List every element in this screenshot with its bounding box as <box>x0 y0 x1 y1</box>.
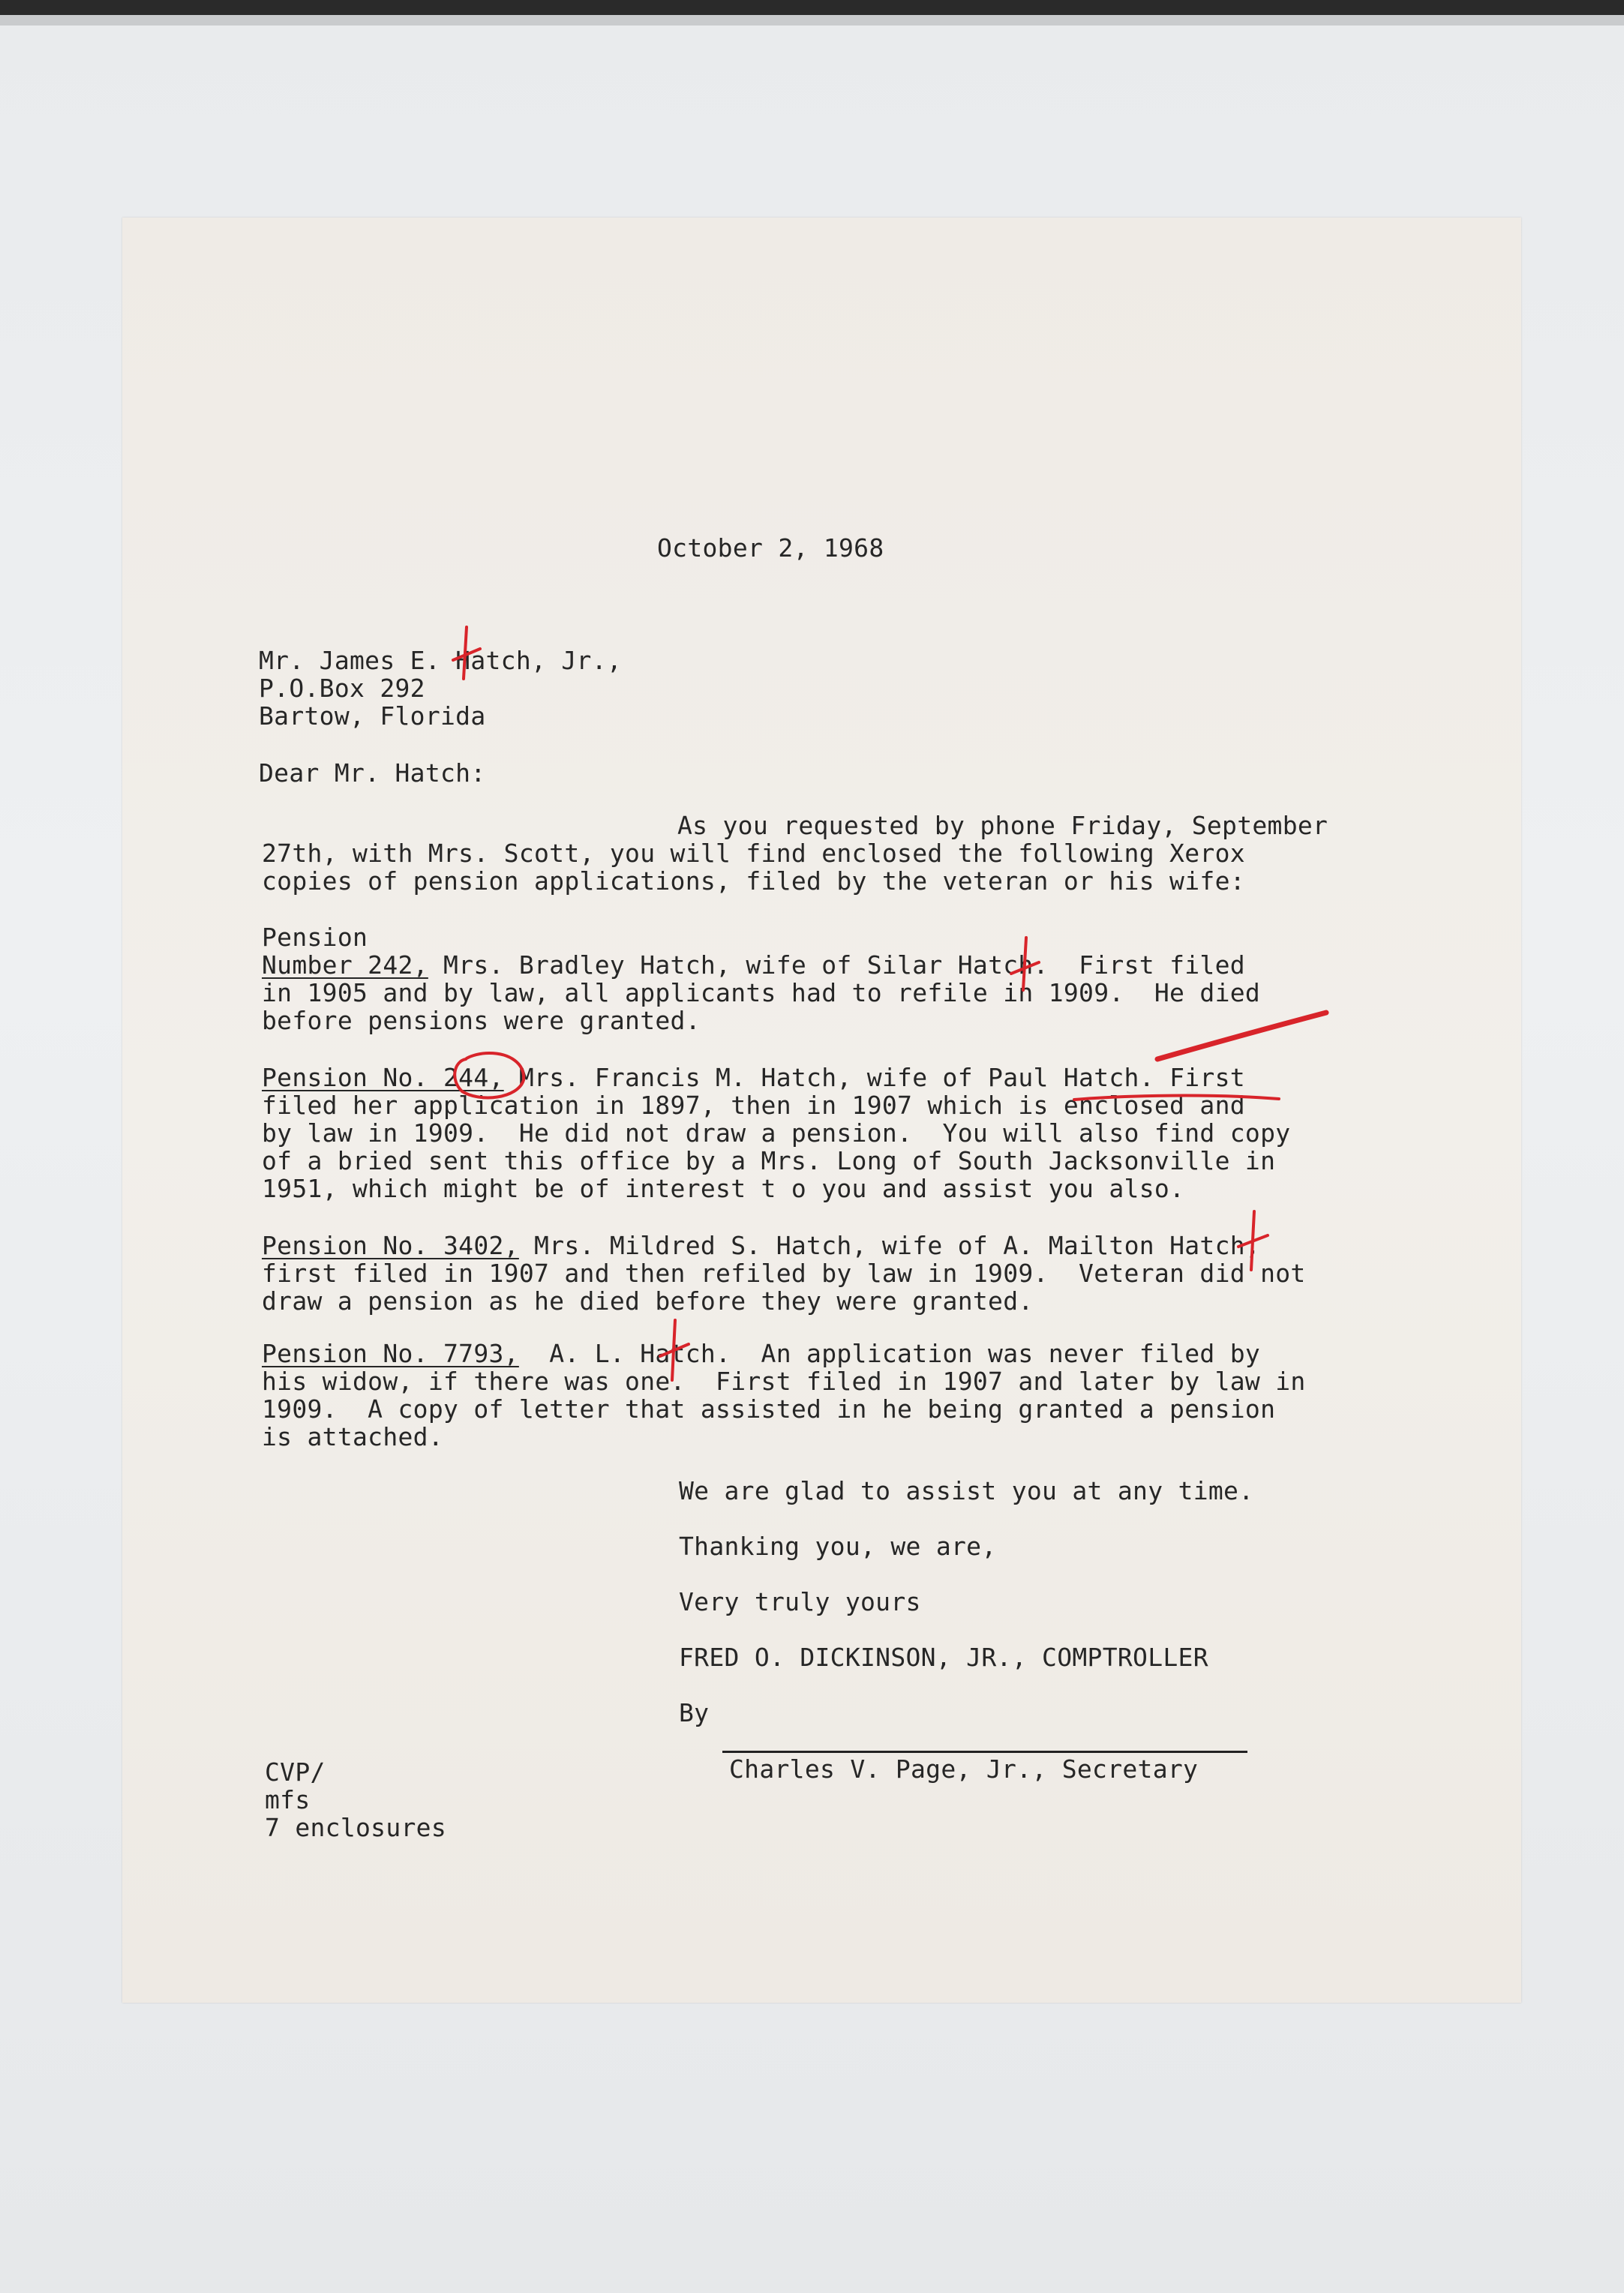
red-strike-enclosed <box>1074 1096 1279 1100</box>
pension-244-line-4: of a bried sent this office by a Mrs. Long of South Jacksonville in <box>262 1146 1276 1175</box>
intro-line-2: 27th, with Mrs. Scott, you will find enclosed the following Xerox <box>262 839 1245 868</box>
pension-242-number: Number 242, <box>262 950 428 980</box>
pension-7793-number: Pension No. 7793, <box>262 1339 519 1368</box>
closing-office: FRED O. DICKINSON, JR., COMPTROLLER <box>679 1643 1208 1672</box>
red-tick-mark-2 <box>1011 938 1039 990</box>
pension-242-line-3: before pensions were granted. <box>262 1006 701 1035</box>
closing-by: By <box>679 1698 710 1727</box>
intro-line-1: As you requested by phone Friday, September <box>677 811 1328 840</box>
closing-assist: We are glad to assist you at any time. <box>679 1476 1254 1505</box>
pension-7793-line-3: 1909. A copy of letter that assisted in he being granted a pension <box>262 1394 1276 1424</box>
pension-7793-text-1: A. L. Hatch. An application was never filed by <box>518 1339 1261 1368</box>
pension-3402-number: Pension No. 3402, <box>262 1231 519 1260</box>
pension-244-line-2: filed her application in 1897, then in 1907 which is enclosed and <box>262 1091 1245 1120</box>
red-circle-244 <box>455 1053 524 1097</box>
signer-name: Charles V. Page, Jr., Secretary <box>729 1754 1199 1784</box>
letter-date: October 2, 1968 <box>657 533 884 563</box>
intro-line-3: copies of pension applications, filed by the veteran or his wife: <box>262 866 1245 896</box>
pension-242-text-1: Mrs. Bradley Hatch, wife of Silar Hatch. First filed <box>428 950 1245 980</box>
pension-7793-line-4: is attached. <box>262 1422 444 1451</box>
red-tick-mark-1 <box>453 627 480 679</box>
reference-typist: mfs <box>265 1785 311 1814</box>
closing-thanking: Thanking you, we are, <box>679 1532 997 1561</box>
pension-7793-line-2: his widow, if there was one. First filed in 1907 and later by law in <box>262 1367 1306 1396</box>
red-check-mark <box>1157 1013 1326 1059</box>
address-line-3: Bartow, Florida <box>259 701 486 731</box>
pension-3402-text-1: Mrs. Mildred S. Hatch, wife of A. Mailton Hatch, <box>518 1231 1261 1260</box>
pension-244-line-5: 1951, which might be of interest t o you and assist you also. <box>262 1174 1185 1203</box>
pension-242-line-2: in 1905 and by law, all applicants had to refile in 1909. He died <box>262 978 1261 1007</box>
red-tick-mark-3 <box>1238 1211 1268 1270</box>
salutation: Dear Mr. Hatch: <box>259 758 486 788</box>
pension-heading: Pension <box>262 923 368 952</box>
pension-3402-line-2: first filed in 1907 and then refiled by law in 1909. Veteran did not <box>262 1259 1306 1288</box>
address-line-1: Mr. James E. Hatch, Jr., <box>259 646 623 675</box>
pension-244-line-3: by law in 1909. He did not draw a pension. You will also find copy <box>262 1118 1291 1148</box>
pension-244-text-1: Mrs. Francis M. Hatch, wife of Paul Hatch. First <box>503 1063 1245 1092</box>
red-tick-mark-4 <box>660 1320 689 1380</box>
address-line-2: P.O.Box 292 <box>259 674 425 703</box>
pension-244-number: Pension No. 244, <box>262 1063 504 1092</box>
reference-enclosures: 7 enclosures <box>265 1813 447 1842</box>
pension-3402-line-3: draw a pension as he died before they were granted. <box>262 1286 1034 1316</box>
closing-yours: Very truly yours <box>679 1587 921 1616</box>
reference-initials: CVP/ <box>265 1757 326 1787</box>
